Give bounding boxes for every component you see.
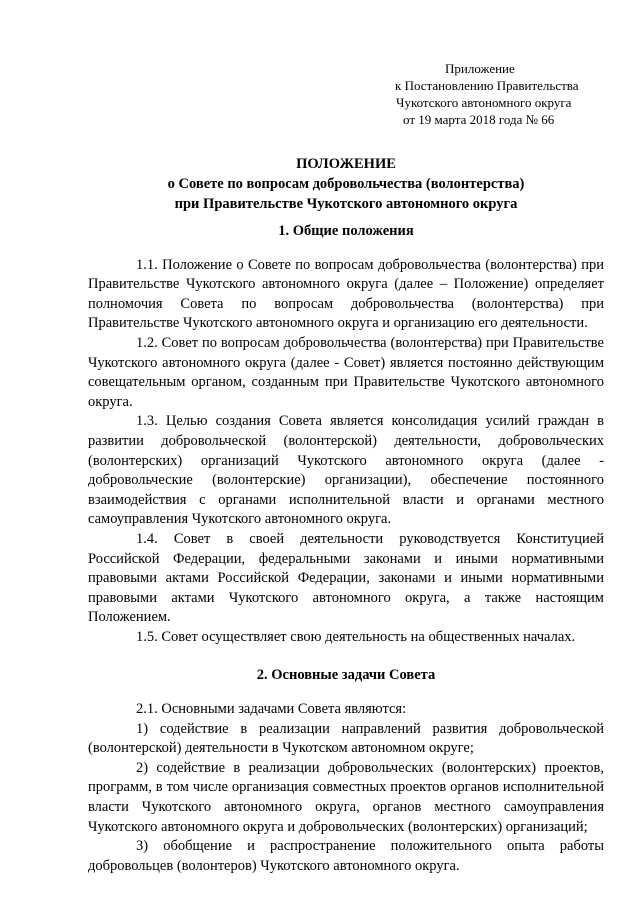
section-spacer xyxy=(88,647,604,666)
paragraph-2-1-item-3: 3) обобщение и распространение положительного опыта работы добровольцев (волонтеров) Чукотского автономного округа. xyxy=(88,838,604,874)
title-line-3: при Правительстве Чукотского автономного округа xyxy=(174,196,518,212)
title-line-1: ПОЛОЖЕНИЕ xyxy=(296,156,396,172)
appendix-label: Приложение xyxy=(445,61,515,76)
paragraph-2-1-item-2: 2) содействие в реализации добровольческих (волонтерских) проектов, программ, в том числе организация совместных проектов органов исполнительной власти Чукотского автономного округа, органов местного самоуправления Чукотского автономного округа и добровольческих (волонтерских) организаций; xyxy=(88,759,604,835)
paragraph-2-1: 2.1. Основными задачами Совета являются: xyxy=(136,701,407,718)
document-body xyxy=(88,222,604,876)
section-1-heading: 1. Общие положения xyxy=(278,223,414,239)
paragraph-1-5: 1.5. Совет осуществляет свою деятельность на общественных началах. xyxy=(136,628,576,645)
appendix-block xyxy=(360,60,610,128)
paragraph-1-3: 1.3. Целью создания Совета является консолидация усилий граждан в развитии добровольческой (волонтерской) деятельности, добровольческих (волонтерских) организаций Чукотского автономного округа (далее - добровольческие (волонтерские) организации), обеспечение постоянного взаимодействия с органами исполнительной власти и органами местного самоуправления Чукотского автономного округа. xyxy=(88,413,604,528)
appendix-region: Чукотского автономного округа xyxy=(396,95,572,110)
title-line-2: о Совете по вопросам добровольчества (волонтерства) xyxy=(167,176,525,192)
paragraph-2-1-item-1: 1) содействие в реализации направлений развития добровольческой (волонтерской) деятельности в Чукотском автономном округе; xyxy=(88,720,604,757)
section-2-heading: 2. Основные задачи Совета xyxy=(256,667,436,684)
appendix-date-number: от 19 марта 2018 года № 66 xyxy=(403,112,555,127)
paragraph-1-1: 1.1. Положение о Совете по вопросам добровольчества (волонтерства) при Правительстве Чукотского автономного округа (далее – Положение) определяет полномочия Совета по вопросам добровольчества (волонтерства) при Правительстве Чукотского автономного округа и организацию его деятельности. xyxy=(88,256,604,332)
appendix-resolution: к Постановлению Правительства xyxy=(395,78,579,93)
document-title xyxy=(88,154,604,214)
paragraph-1-4: 1.4. Совет в своей деятельности руководствуется Конституцией Российской Федерации, федеральными законами и иными нормативными правовыми актами Российской Федерации, законами и иными нормативными правовыми актами Чукотского автономного округа, а также настоящим Положением. xyxy=(88,530,604,626)
paragraph-1-2: 1.2. Совет по вопросам добровольчества (волонтерства) при Правительстве Чукотского автономного округа (далее - Совет) является постоянно действующим совещательным органом, созданным при Правительстве Чукотского автономного округа. xyxy=(88,334,604,410)
